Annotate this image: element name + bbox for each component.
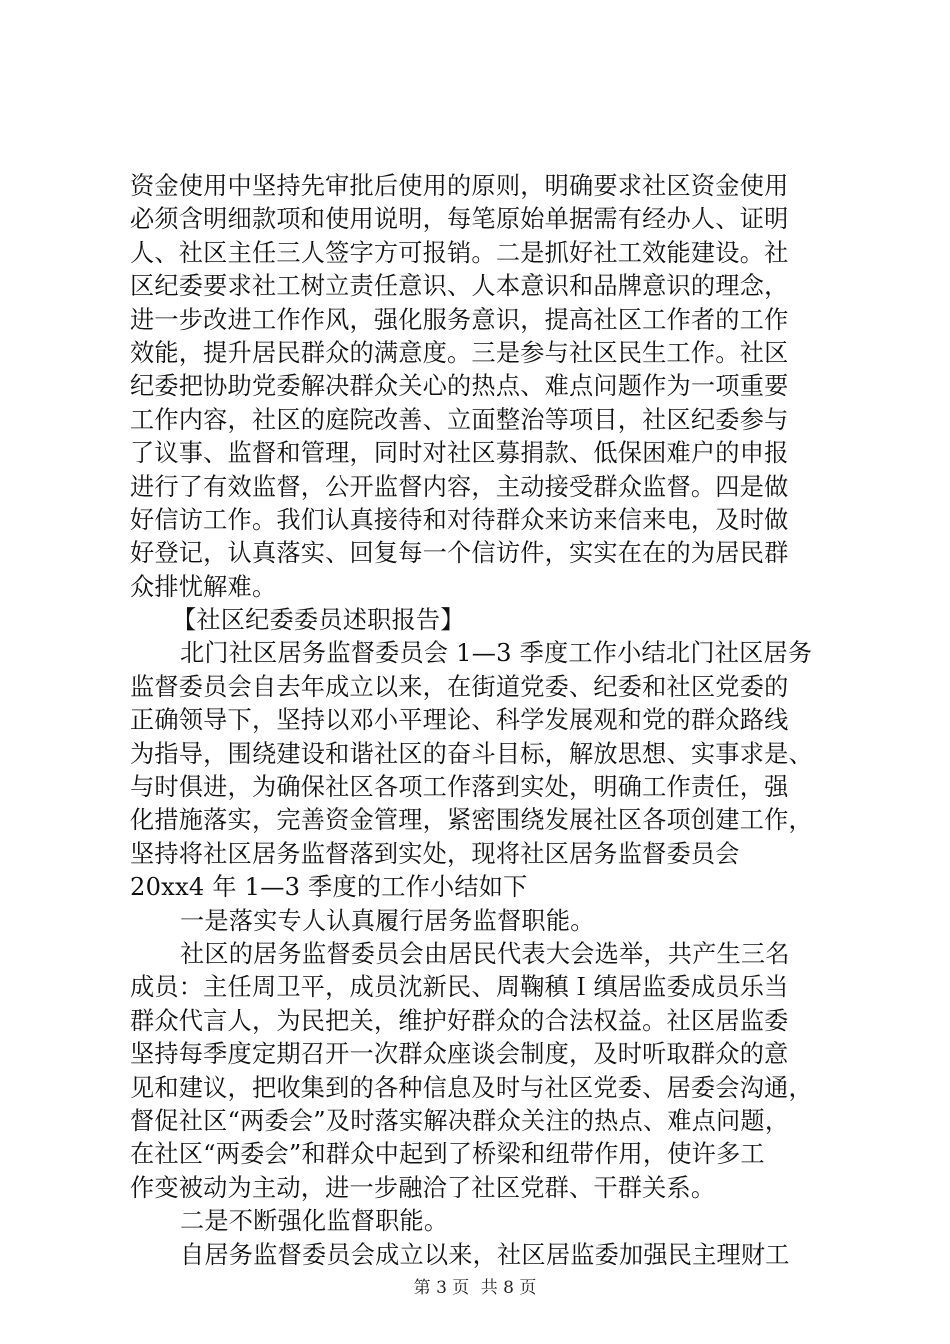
text-line: 纪委把协助党委解决群众关心的热点、难点问题作为一项重要 — [130, 372, 789, 401]
text-line: 进一步改进工作作风，强化服务意识，提高社区工作者的工作 — [130, 305, 789, 334]
page-number: 第 3 页 — [413, 1278, 470, 1298]
section-heading: 【社区纪委委员述职报告】 — [172, 606, 465, 635]
text-line: 作变被动为主动，进一步融洽了社区党群、干群关系。 — [130, 1173, 716, 1202]
text-line: 工作内容，社区的庭院改善、立面整治等项目，社区纪委参与 — [130, 405, 789, 434]
text-line: 督促社区“两委会”及时落实解决群众关注的热点、难点问题， — [130, 1106, 790, 1135]
text-line: 区纪委要求社工树立责任意识、人本意识和品牌意识的理念， — [130, 272, 789, 301]
text-line: 见和建议，把收集到的各种信息及时与社区党委、居委会沟通， — [130, 1073, 813, 1102]
text-line: 人、社区主任三人签字方可报销。二是抓好社工效能建设。社 — [130, 238, 789, 267]
text-line: 资金使用中坚持先审批后使用的原则，明确要求社区资金使用 — [130, 172, 789, 200]
text-line: 与时俱进，为确保社区各项工作落到实处，明确工作责任，强 — [130, 773, 789, 802]
text-line: 好登记，认真落实、回复每一个信访件，实实在在的为居民群 — [130, 539, 789, 568]
subheading: 二是不断强化监督职能。 — [180, 1207, 449, 1236]
text-line: 好信访工作。我们认真接待和对待群众来访来信来电，及时做 — [130, 505, 789, 534]
text-line: 成员：主任周卫平，成员沈新民、周鞠稹Ｉ缜居监委成员乐当 — [130, 973, 789, 1002]
text-line: 北门社区居务监督委员会 1—3 季度工作小结北门社区居务 — [180, 639, 813, 668]
text-line: 化措施落实，完善资金管理，紧密围绕发展社区各项创建工作， — [130, 806, 813, 835]
text-line: 坚持每季度定期召开一次群众座谈会制度，及时听取群众的意 — [130, 1040, 789, 1069]
text-line: 在社区“两委会”和群众中起到了桥梁和纽带作用，使许多工 — [130, 1140, 765, 1169]
text-line: 众排忧解难。 — [130, 572, 277, 601]
text-line: 进行了有效监督，公开监督内容，主动接受群众监督。四是做 — [130, 472, 789, 501]
text-line: 群众代言人，为民把关，维护好群众的合法权益。社区居监委 — [130, 1006, 789, 1035]
text-line: 效能，提升居民群众的满意度。三是参与社区民生工作。社区 — [130, 338, 789, 367]
total-pages: 共 8 页 — [480, 1278, 537, 1298]
page-footer — [0, 1273, 950, 1298]
text-line: 监督委员会自去年成立以来，在街道党委、纪委和社区党委的 — [130, 672, 789, 701]
text-line: 社区的居务监督委员会由居民代表大会选举，共产生三名 — [180, 939, 790, 968]
subheading: 一是落实专人认真履行居务监督职能。 — [180, 906, 595, 935]
text-line: 自居务监督委员会成立以来，社区居监委加强民主理财工 — [180, 1240, 790, 1269]
text-line: 坚持将社区居务监督落到实处，现将社区居务监督委员会 — [130, 839, 740, 868]
text-line: 必须含明细款项和使用说明，每笔原始单据需有经办人、证明 — [130, 205, 789, 234]
text-line: 了议事、监督和管理，同时对社区募捐款、低保困难户的申报 — [130, 439, 789, 468]
text-line: 为指导，围绕建设和谐社区的奋斗目标，解放思想、实事求是、 — [130, 739, 813, 768]
text-line: 正确领导下，坚持以邓小平理论、科学发展观和党的群众路线 — [130, 706, 789, 735]
document-body — [130, 170, 830, 1272]
text-line: 20xx4 年 1—3 季度的工作小结如下 — [130, 873, 528, 902]
